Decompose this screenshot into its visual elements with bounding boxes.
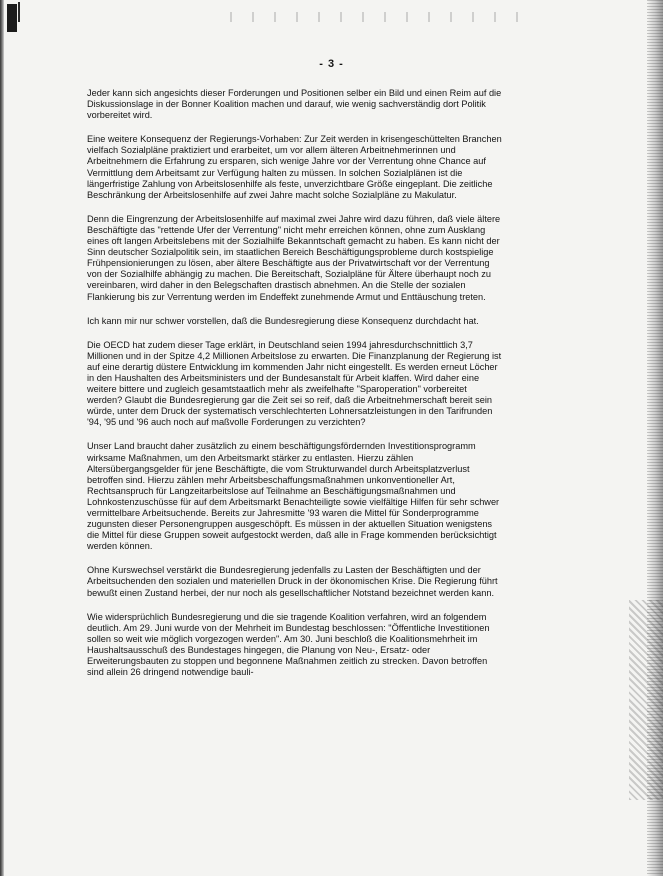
scan-left-edge [0,0,4,876]
paragraph: Jeder kann sich angesichts dieser Forderungen und Positionen selber ein Bild und einen Reim auf die Diskussionslage in der Bonner Koalition machen und darauf, wie wenig sachverständig dort Politik vorbereitet wird. [87,88,502,121]
paragraph: Denn die Eingrenzung der Arbeitslosenhilfe auf maximal zwei Jahre wird dazu führen, daß viele ältere Beschäftigte das "rettende Ufer der Verrentung" nicht mehr erreichen können, ohne zum Ausklang eines oft langen Arbeitslebens mit der Sozialhilfe Bekanntschaft gemacht zu haben. Es kann nicht der Sinn deutscher Sozialpolitik sein, im staatlichen Bereich Beschäftigungsprobleme durch kostspielige Frühpensionierungen zu lösen, aber ältere Beschäftigte aus der Privatwirtschaft vor der Verrentung von der Sozialhilfe abhängig zu machen. Die Bereitschaft, Sozialpläne für Ältere überhaupt noch zu vereinbaren, wird daher in den Belegschaften drastisch abnehmen. An die Stelle der sozialen Flankierung bis zur Verrentung werden im Endeffekt zunehmende Armut und Enttäuschung treten. [87,213,501,302]
paragraph: Wie widersprüchlich Bundesregierung und die sie tragende Koalition verfahren, wird an folgendem deutlich. Am 29. Juni wurde von der Mehrheit im Bundestag beschlossen: "Öffentliche Investitionen sollen so weit wie möglich vorgezogen werden". Am 30. Juni beschloß die Koalitionsmehrheit im Haushaltsausschuß des Bundestages hingegen, die Planung von Neu-, Ersatz- oder Erweiterungsbauten zu stoppen und begonnene Maßnahmen zeitlich zu strecken. Davon betroffen sind allein 26 dringend notwendige bauli- [87,611,490,678]
paragraph: Ohne Kurswechsel verstärkt die Bundesregierung jedenfalls zu Lasten der Beschäftigten und der Arbeitsuchenden den sozialen und materiellen Druck in der ökonomischen Krise. Die Regierung führt bewußt einen Zustand herbei, der nur noch als gesellschaftlicher Notstand bezeichnet werden kann. [87,565,498,598]
scan-noise [230,12,530,22]
paragraph: Die OECD hat zudem dieser Tage erklärt, in Deutschland seien 1994 jahresdurchschnittlich 3,7 Millionen und in der Spitze 4,2 Millionen Arbeitslose zu erwarten. Die Finanzplanung der Regierung ist auf eine derartig düstere Entwicklung im kommenden Jahr nicht eingestellt. Es werden erneut Löcher in den Haushalten des Arbeitsministers und der Bundesanstalt für Arbeit klaffen. Wird daher eine weitere bittere und zugleich gesamtstaatlich mehr als zweifelhafte "Sparoperation" vorbereitet werden? Glaubt die Bundesregierung gar die Zeit sei so reif, daß die Arbeitnehmerschaft bereit sein würde, unter dem Druck der systematisch verschlechterten Lohnersatzleistungen in den Tarifrunden '94, '95 und '96 auch noch auf maßvolle Forderungen zu verzichten? [87,339,502,428]
paragraph: Eine weitere Konsequenz der Regierungs-Vorhaben: Zur Zeit werden in krisengeschüttelten Branchen vielfach Sozialpläne praktiziert und erarbeitet, um vor allem älteren Arbeitnehmerinnen und Arbeitnehmern die Erfahrung zu ersparen, sich wenige Jahre vor der Verrentung ohne Chance auf Vermittlung dem Arbeitsamt zur Verfügung halten zu müssen. In solchen Sozialplänen ist die längerfristige Zahlung von Arbeitslosenhilfe als feste, unverzichtbare Größe eingeplant. Die zeitliche Beschränkung der Arbeitslosenhilfe auf zwei Jahre macht solche Sozialpläne zu Makulatur. [87,134,502,200]
paragraph: Unser Land braucht daher zusätzlich zu einem beschäftigungsfördernden Investitionsprogramm wirksame Maßnahmen, um den Arbeitsmarkt stärker zu entlasten. Hierzu zählen Altersübergangsgelder für jene Beschäftigte, die vom Strukturwandel durch Arbeitsplatzverlust betroffen sind. Hierzu zählen mehr Arbeitsbeschaffungsmaßnahmen unkonventioneller Art, Rechtsanspruch für Langzeitarbeitslose auf Teilnahme an Beschäftigungsmaßnahmen und Lohnkostenzuschüsse für auf dem Arbeitsmarkt Benachteiligte sowie vielfältige Hilfen für sehr schwer vermittelbare Arbeitsuchende. Bereits zur Jahresmitte '93 waren die Mittel für Sonderprogramme zugunsten dieser Personengruppen ausgeschöpft. Es müssen in der aktuellen Situation wenigstens die Mittel für diese Gruppen soweit aufgestockt werden, daß alle in Frage kommenden berücksichtigt werden können. [87,441,500,552]
scan-mark [7,4,17,32]
scan-mark [18,2,20,22]
scan-noise [629,600,663,800]
document-body [87,88,502,691]
page-number: - 3 - [319,58,344,70]
paragraph: Ich kann mir nur schwer vorstellen, daß die Bundesregierung diese Konsequenz durchdacht hat. [87,315,479,326]
